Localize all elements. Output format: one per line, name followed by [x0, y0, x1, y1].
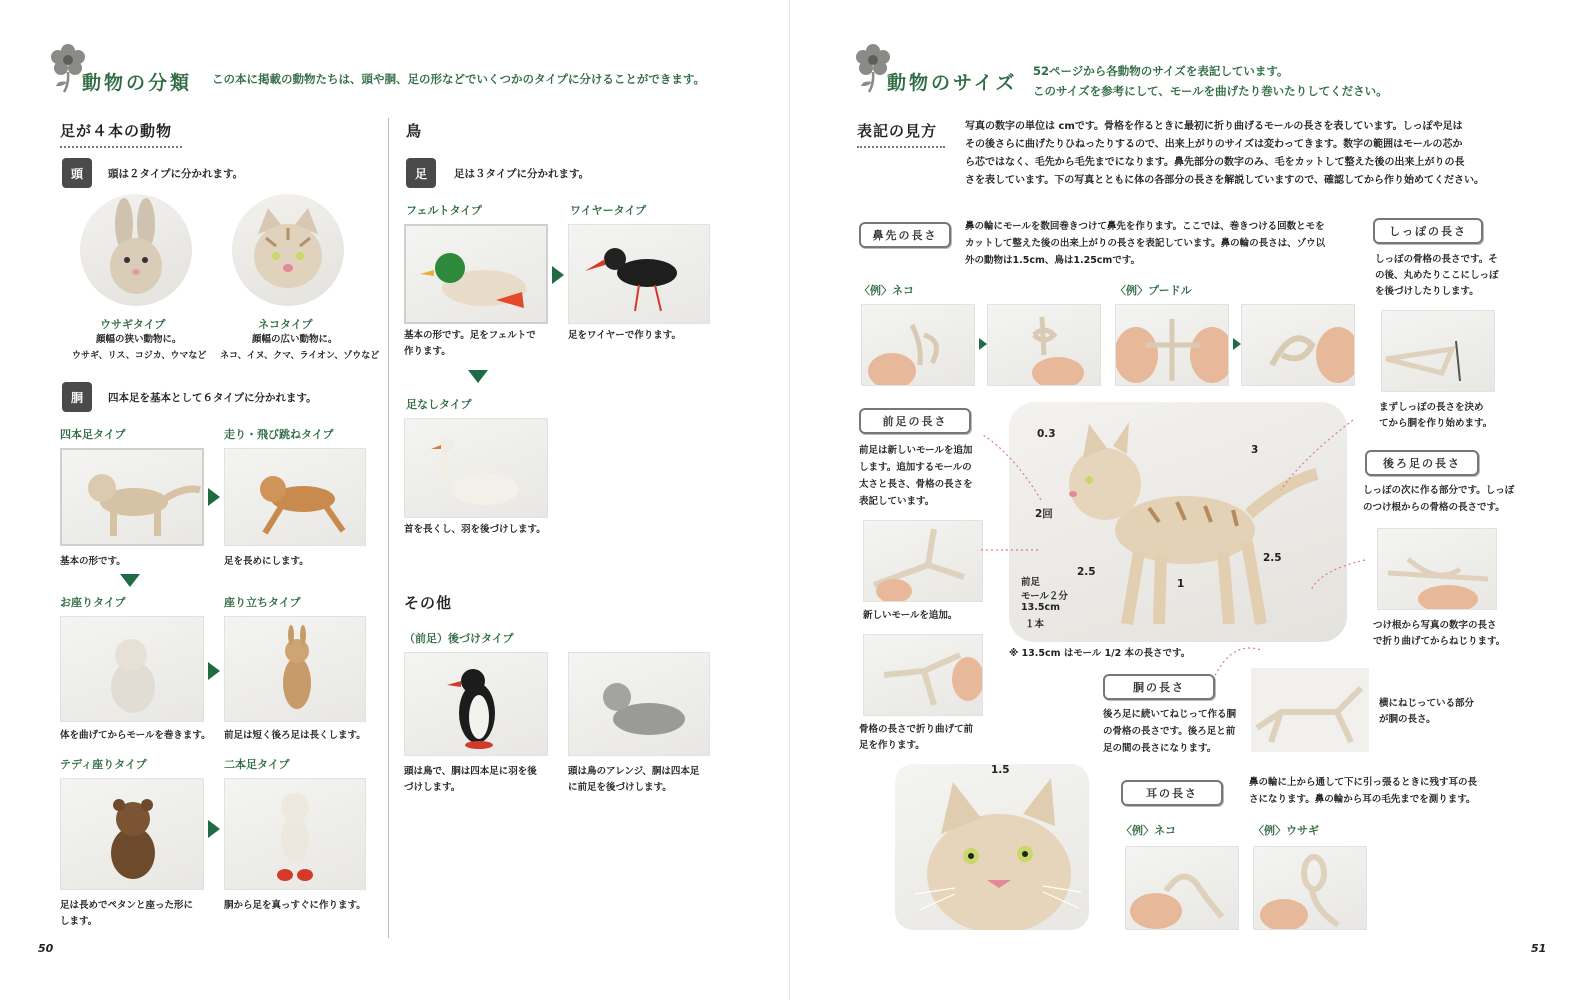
howto-line-4: さを表しています。下の写真とともに体の各部分の長さを解説していますので、確認してから作り始めてください。 [965, 175, 1484, 186]
ear-line-1: 鼻の輪に上から通して下に引っ張るときに残す耳の長 [1249, 777, 1478, 788]
rabbit-examples: ウサギ、リス、コジカ、ウマなど [72, 351, 207, 361]
nose-length-label: 鼻先の長さ [859, 222, 951, 248]
penguin-caption-1: 頭は鳥で、胴は四本足に羽を後 [404, 766, 537, 777]
leg-badge: 足 [406, 158, 436, 188]
nose-example-poodle: 〈例〉プードル [1115, 284, 1192, 297]
rabbit-type-label: ウサギタイプ [100, 318, 166, 331]
page-title: 動物のサイズ [887, 72, 1018, 94]
size-footnote: ※ 13.5cm はモール 1/2 本の長さです。 [1009, 648, 1191, 659]
seal-caption-2: に前足を後づけします。 [568, 782, 672, 793]
torso-line-2: の骨格の長さです。後ろ足と前 [1103, 726, 1236, 737]
nose-line-2: カットして整えた後の出来上がりの長さを表記しています。鼻の輪の長さは、ゾウ以 [965, 238, 1326, 249]
tail-caption-2: てから胴を作り始めます。 [1379, 418, 1493, 429]
head-text: 頭は２タイプに分かれます。 [108, 168, 244, 180]
ear-rabbit-photo [1253, 846, 1367, 930]
wire-type-label: ワイヤータイプ [570, 204, 647, 217]
run-type-label: 走り・飛び跳ねタイプ [224, 428, 334, 441]
rabbit-caption: 顔幅の狭い動物に。 [96, 334, 182, 345]
swan-photo [404, 418, 548, 518]
arrow-right-icon [208, 662, 220, 680]
front-later-type-label: （前足）後づけタイプ [404, 632, 514, 645]
nose-poodle-photo-1 [1115, 304, 1229, 386]
cat-front-note-3: 13.5cm [1021, 602, 1060, 613]
section-title-four-legged: 足が４本の動物 [60, 120, 182, 148]
two-leg-caption: 胴から足を真っすぐに作ります。 [224, 900, 366, 911]
cat-number-1: 1 [1177, 578, 1185, 590]
run-caption: 足を長めにします。 [224, 556, 309, 567]
cat-number-2kai: 2回 [1035, 508, 1053, 520]
page-description-2: このサイズを参考にして、モールを曲げたり巻いたりしてください。 [1033, 84, 1388, 98]
howto-line-1: 写真の数字の単位は cmです。骨格を作るときに最初に折り曲げるモールの長さを表しています。しっぽや足は [965, 121, 1463, 132]
page-title: 動物の分類 [82, 72, 193, 94]
torso-photo [1251, 668, 1369, 752]
hind-leg-length-label: 後ろ足の長さ [1365, 450, 1479, 476]
section-title-bird: 鳥 [406, 122, 423, 140]
howto-line-3: ら芯ではなく、毛先から毛先までになります。鼻先部分の数字のみ、毛をカットして整えた後の出来上がりの長 [965, 157, 1465, 168]
body-text: 四本足を基本として６タイプに分かれます。 [108, 392, 317, 404]
front-line-4: 表記しています。 [859, 496, 935, 507]
felt-caption-1: 基本の形です。足をフェルトで [404, 330, 536, 341]
four-leg-type-label: 四本足タイプ [60, 428, 126, 441]
page-description-1: 52ページから各動物のサイズを表記しています。 [1033, 64, 1289, 78]
cat-front-note-1: 前足 [1021, 577, 1041, 588]
hind-line-2: のつけ根からの骨格の長さです。 [1363, 502, 1505, 513]
cat-head-photo [232, 194, 344, 306]
penguin-photo [404, 652, 548, 756]
felt-type-label: フェルトタイプ [406, 204, 482, 217]
teddy-type-label: テディ座りタイプ [60, 758, 147, 771]
teddy-caption-2: します。 [60, 916, 98, 927]
arrow-right-icon [208, 488, 220, 506]
cat-number-2-5b: 2.5 [1263, 552, 1282, 564]
front-line-1: 前足は新しいモールを追加 [859, 445, 973, 456]
front-leg-length-label: 前足の長さ [859, 408, 971, 434]
front-add-caption: 新しいモールを追加。 [863, 610, 958, 621]
rabbit-head-photo [80, 194, 192, 306]
torso-line-1: 後ろ足に続いてねじって作る胴 [1103, 709, 1237, 720]
sit-caption: 体を曲げてからモールを巻きます。 [60, 730, 211, 741]
arrow-right-icon [979, 338, 987, 350]
cat-examples: ネコ、イヌ、クマ、ライオン、ゾウなど [220, 351, 380, 361]
ear-example-rabbit: 〈例〉ウサギ [1253, 824, 1319, 837]
cat-face-photo [895, 764, 1089, 930]
cat-number-0-3: 0.3 [1037, 428, 1056, 440]
right-page [791, 0, 1582, 1000]
cat-type-label: ネコタイプ [258, 318, 313, 331]
tail-length-label: しっぽの長さ [1373, 218, 1483, 244]
leg-text: 足は３タイプに分かれます。 [454, 168, 590, 180]
front-fold-photo [863, 634, 983, 716]
noleg-type-label: 足なしタイプ [406, 398, 472, 411]
tail-line-1: しっぽの骨格の長さです。そ [1375, 254, 1498, 265]
arrow-right-icon [208, 820, 220, 838]
torso-caption-2: が胴の長さ。 [1379, 714, 1436, 725]
nose-line-3: 外の動物は1.5cm、鳥は1.25cmです。 [965, 255, 1141, 266]
section-title-howto: 表記の見方 [857, 120, 945, 148]
connector-lines [981, 380, 1401, 700]
cat-front-note-2: モール２分 [1021, 591, 1068, 602]
howto-line-2: その後さらに曲げたりひねったりするので、出来上がりのサイズは変わってきます。数字の範囲はモールの芯か [965, 139, 1463, 150]
front-line-2: します。追加するモールの [859, 462, 972, 473]
felt-caption-2: 作ります。 [404, 346, 451, 357]
teddy-caption-1: 足は長めでペタンと座った形に [60, 900, 194, 911]
page-description: この本に掲載の動物たちは、頭や胴、足の形などでいくつかのタイプに分けることができます。 [212, 72, 705, 86]
front-line-3: 太さと長さ、骨格の長さを [859, 479, 973, 490]
nose-example-cat: 〈例〉ネコ [859, 284, 914, 297]
ear-line-2: さになります。鼻の輪から耳の毛先までを測ります。 [1249, 794, 1476, 805]
hind-photo [1377, 528, 1497, 610]
four-leg-photo [60, 448, 204, 546]
hind-line-1: しっぽの次に作る部分です。しっぽ [1363, 485, 1515, 496]
run-photo [224, 448, 366, 546]
cat-front-note-4: １本 [1025, 619, 1045, 630]
stand-caption: 前足は短く後ろ足は長くします。 [224, 730, 366, 741]
sit-photo [60, 616, 204, 722]
seal-caption-1: 頭は鳥のアレンジ、胴は四本足 [568, 766, 700, 777]
cat-caption: 顔幅の広い動物に。 [252, 334, 338, 345]
ear-example-cat: 〈例〉ネコ [1121, 824, 1176, 837]
tail-caption-1: まずしっぽの長さを決め [1379, 402, 1484, 413]
left-page [0, 0, 790, 1000]
arrow-down-icon [468, 370, 488, 383]
penguin-caption-2: づけします。 [404, 782, 461, 793]
torso-line-3: 足の間の長さになります。 [1103, 743, 1217, 754]
stand-type-label: 座り立ちタイプ [224, 596, 301, 609]
arrow-right-icon [552, 266, 564, 284]
arrow-right-icon [1233, 338, 1241, 350]
arrow-down-icon [120, 574, 140, 587]
stand-photo [224, 616, 366, 722]
cat-number-2-5a: 2.5 [1077, 566, 1096, 578]
ear-number-1-5: 1.5 [991, 764, 1010, 776]
teddy-photo [60, 778, 204, 890]
felt-photo [404, 224, 548, 324]
column-divider [388, 118, 389, 938]
ear-length-label: 耳の長さ [1121, 780, 1223, 806]
page-number-right: 51 [1531, 942, 1547, 955]
front-fold-caption-1: 骨格の長さで折り曲げて前 [859, 724, 974, 735]
two-leg-type-label: 二本足タイプ [224, 758, 290, 771]
hind-caption-1: つけ根から写真の数字の長さ [1373, 620, 1497, 631]
cat-number-3: 3 [1251, 444, 1259, 456]
head-badge: 頭 [62, 158, 92, 188]
front-add-photo [863, 520, 983, 602]
nose-cat-photo-2 [987, 304, 1101, 386]
seal-photo [568, 652, 710, 756]
torso-caption-1: 横にねじっている部分 [1379, 698, 1475, 709]
hind-caption-2: で折り曲げてからねじります。 [1373, 636, 1506, 647]
front-fold-caption-2: 足を作ります。 [859, 740, 925, 751]
swan-caption: 首を長くし、羽を後づけします。 [404, 524, 546, 535]
wire-caption: 足をワイヤーで作ります。 [568, 330, 681, 341]
four-leg-caption: 基本の形です。 [60, 556, 126, 567]
nose-line-1: 鼻の輪にモールを数回巻きつけて鼻先を作ります。ここでは、巻きつける回数とモを [965, 221, 1325, 232]
nose-cat-photo-1 [861, 304, 975, 386]
torso-length-label: 胴の長さ [1103, 674, 1215, 700]
tail-line-3: を後づけしたりします。 [1375, 286, 1479, 297]
wire-photo [568, 224, 710, 324]
section-title-other: その他 [404, 594, 453, 612]
two-leg-photo [224, 778, 366, 890]
body-badge: 胴 [62, 382, 92, 412]
nose-poodle-photo-2 [1241, 304, 1355, 386]
ear-cat-photo [1125, 846, 1239, 930]
tail-line-2: の後、丸めたりここにしっぽ [1375, 270, 1499, 281]
page-number-left: 50 [38, 942, 54, 955]
sit-type-label: お座りタイプ [60, 596, 126, 609]
